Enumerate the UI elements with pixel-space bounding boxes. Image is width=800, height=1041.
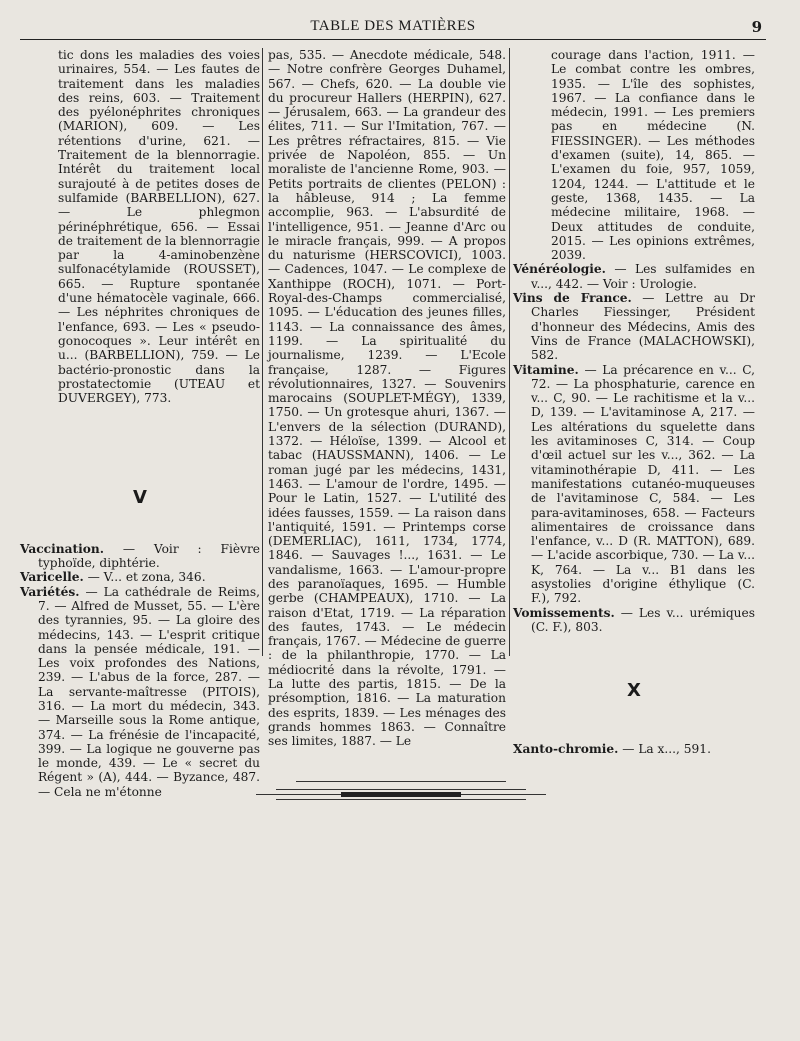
entry-text: — La précarence en v... C, 72. — La phosphaturie, carence en v... C, 90. — Le rachitisme et la v... D, 139. — L'avitaminose A, 217. — Les altérations du squelette dans les avitaminoses C, 314. — Coup d'œil actuel sur les v..., 362. — La vitaminothérapie D, 411. — Les manifestations cutanéo-muqueuses de l'avitaminose C, 584. — Les para-avitaminoses, 658. — Facteurs alimentaires de croissance dans l'enfance, v... D (R. MATTON), 689. — L'acide ascorbique, 730. — La v... K, 764. — La v... B1 dans les asystolies d'origine éthylique (C. F.), 792. <box>531 362 755 606</box>
entry-heading: Vénéréologie. <box>513 262 606 277</box>
entry-text: — Les v... urémiques (C. F.), 803. <box>531 605 755 634</box>
index-entry-venereologie <box>513 262 755 291</box>
column-divider <box>509 48 510 656</box>
index-entry-xanto-chromie <box>513 742 755 756</box>
index-entry-varietes <box>20 585 260 799</box>
entry-text: — Les sulfamides en v..., 442. — Voir : Urologie. <box>531 262 755 291</box>
index-entry-vomissements <box>513 606 755 635</box>
entry-text: — La cathédrale de Reims, 7. — Alfred de Musset, 55. — L'ère des tyrannies, 95. — La gloire des médecins, 143. — L'esprit critique dans la pensée médicale, 191. — Les voix profondes des Nations, 239. — L'abus de la force, 287. — La servante-maîtresse (PITOIS), 316. — La mort du médecin, 343. — Marseille sous la Rome antique, 374. — La frénésie de l'incapacité, 399. — La logique ne gouverne pas le monde, 439. — Le « secret du Régent » (A), 444. — Byzance, 487. — Cela ne m'étonne <box>38 584 260 799</box>
index-entry-vaccination <box>20 542 260 571</box>
entry-heading: Varicelle. <box>20 570 84 585</box>
section-letter-x: X <box>627 680 641 702</box>
entry-heading: Variétés. <box>20 584 80 599</box>
index-entry-vins-de-france <box>513 291 755 362</box>
header-rule <box>20 39 766 40</box>
entry-heading: Vitamine. <box>513 362 579 377</box>
entry-heading: Vaccination. <box>20 541 104 556</box>
continued-entry-urologie: tic dons les maladies des voies urinaires, 554. — Les fautes de traitement dans les maladies des reins, 603. — Traitement des pyélonéphrites chroniques (MARION), 609. — Les rétentions d'urine, 621. — Traitement de la blennorragie. Intérêt du traitement local surajouté à de petites doses de sulfamide (BARBELLION), 627. — Le phlegmon périnéphrétique, 656. — Essai de traitement de la blennorragie par la 4-aminobenzène sulfonacétylamide (ROUSSET), 665. — Rupture spontanée d'une hématocèle vaginale, 666. — Les néphrites chroniques de l'enfance, 693. — Les « pseudo-gonocoques ». Leur intérêt en u... (BARBELLION), 759. — Le bactério-pronostic dans la prostatectomie (UTEAU et DUVERGEY), 773. <box>58 48 260 406</box>
page-title: TABLE DES MATIÈRES <box>310 18 476 34</box>
ornament-rule <box>296 781 506 782</box>
index-entry-vitamine <box>513 363 755 606</box>
page-number: 9 <box>751 18 762 36</box>
continued-entry-varietes: courage dans l'action, 1911. — Le combat contre les ombres, 1935. — L'île des sophistes, 1967. — La confiance dans le médecin, 1991. — Les premiers pas en médecine (N. FIESSINGER). — Les méthodes d'examen (suite), 14, 865. — L'examen du foie, 957, 1059, 1204, 1244. — L'attitude et le geste, 1368, 1435. — La médecine militaire, 1968. — Deux attitudes de conduite, 2015. — Les opinions extrêmes, 2039. <box>551 48 755 263</box>
ornament-bar-thick <box>341 792 461 797</box>
entry-heading: Vomissements. <box>513 605 615 620</box>
entry-heading: Vins de France. <box>513 291 632 306</box>
page-header <box>20 18 766 40</box>
ornament-rule <box>276 789 526 790</box>
entry-heading: Xanto-chromie. <box>513 742 619 757</box>
column-1 <box>20 48 260 799</box>
column-2 <box>268 48 506 749</box>
entry-text: — Voir : Fièvre typhoïde, diphtérie. <box>38 541 260 571</box>
section-letter-v: V <box>133 487 147 509</box>
entry-text: — La x..., 591. <box>618 742 711 757</box>
column-divider <box>262 48 263 656</box>
entry-text: — V... et zona, 346. <box>83 570 206 585</box>
ornament-rule <box>276 799 526 800</box>
continued-entry-varietes: pas, 535. — Anecdote médicale, 548. — Notre confrère Georges Duhamel, 567. — Chefs, 620. — La double vie du procureur Hallers (HERPIN), 627. — Jérusalem, 663. — La grandeur des élites, 711. — Sur l'Imitation, 767. — Les prêtres réfractaires, 815. — Vie privée de Napoléon, 855. — Un moraliste de l'ancienne Rome, 903. — Petits portraits de clientes (PELON) : la hâbleuse, 914 ; La femme accomplie, 963. — L'absurdité de l'intelligence, 951. — Jeanne d'Arc ou le miracle français, 999. — A propos du naturisme (HERSCOVICI), 1003. — Cadences, 1047. — Le complexe de Xanthippe (ROCH), 1071. — Port-Royal-des-Champs commercialisé, 1095. — L'éducation des jeunes filles, 1143. — La connaissance des âmes, 1199. — La spiritualité du journalisme, 1239. — L'Ecole française, 1287. — Figures révolutionnaires, 1327. — Souvenirs marocains (SOUPLET-MÉGY), 1339, 1750. — Un grotesque ahuri, 1367. — L'envers de la sélection (DURAND), 1372. — Héloïse, 1399. — Alcool et tabac (HAUSSMANN), 1406. — Le roman jugé par les médecins, 1431, 1463. — L'amour de l'ordre, 1495. — Pour le Latin, 1527. — L'utilité des idées fausses, 1559. — La raison dans l'antiquité, 1591. — Printemps corse (DEMERLIAC), 1611, 1734, 1774, 1846. — Sauvages !..., 1631. — Le vandalisme, 1663. — L'amour-propre des paranoïaques, 1695. — Humble gerbe (CHAMPEAUX), 1710. — La raison d'Etat, 1719. — La réparation des fautes, 1743. — Le médecin français, 1767. — Médecine de guerre : de la philanthropie, 1770. — La médiocrité dans la révolte, 1791. — La lutte des partis, 1815. — De la présomption, 1816. — La maturation des esprits, 1839. — Les ménages des grands hommes 1863. — Connaître ses limites, 1887. — Le <box>268 48 506 749</box>
entry-text: — Lettre au Dr Charles Fiessinger, Président d'honneur des Médecins, Amis des Vins de France (MALACHOWSKI), 582. <box>531 291 755 363</box>
column-3 <box>513 48 755 757</box>
index-entry-varicelle <box>20 570 260 584</box>
